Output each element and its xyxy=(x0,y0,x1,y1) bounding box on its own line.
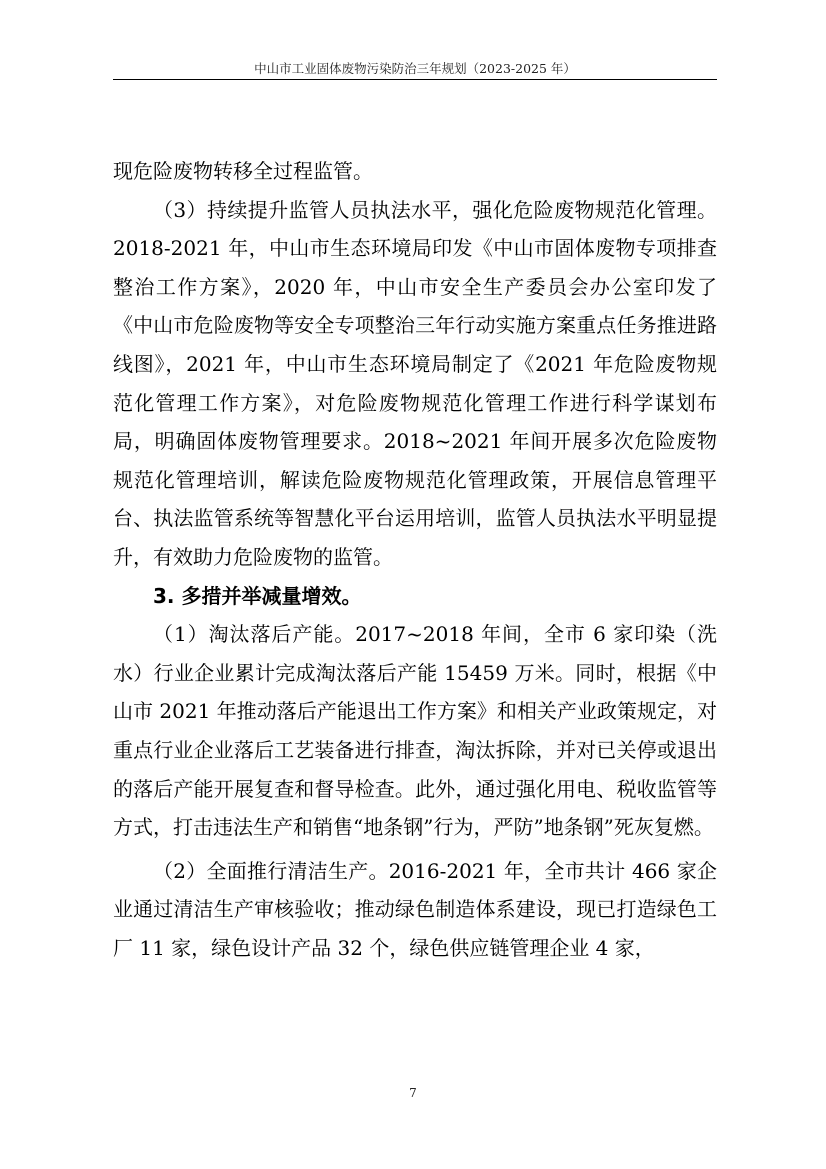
paragraph-clean-production: （2）全面推行清洁生产。2016-2021 年，全市共计 466 家企业通过清洁生产审核验收；推动绿色制造体系建设，现已打造绿色工厂 11 家，绿色设计产品 32 个，绿色供应链管理企业 4 家， xyxy=(113,858,717,960)
document-body xyxy=(113,152,717,967)
header-divider xyxy=(113,79,717,80)
paragraph-continuation: 现危险废物转移全过程监管。 xyxy=(113,159,373,183)
page-number: 7 xyxy=(409,1086,417,1100)
running-header: 中山市工业固体废物污染防治三年规划（2023-2025 年） xyxy=(254,61,576,76)
paragraph-capacity: （1）淘汰落后产能。2017~2018 年间，全市 6 家印染（洗水）行业企业累计完成淘汰落后产能 15459 万米。同时，根据《中山市 2021 年推动落后产能退出工作方案》和相关产业政策规定，对重点行业企业落后工艺装备进行排查，淘汰拆除，并对已关停或退出的落后产能开展复查和督导检查。此外，通过强化用电、税收监管等方式，打击违法生产和销售“地条钢”行为，严防”地条钢”死灰复燃。 xyxy=(113,622,717,840)
section-heading: 3. 多措并举减量增效。 xyxy=(153,583,362,608)
paragraph-supervision: （3）持续提升监管人员执法水平，强化危险废物规范化管理。2018-2021 年，中山市生态环境局印发《中山市固体废物专项排查整治工作方案》，2020 年，中山市安全生产委员会办公室印发了《中山市危险废物等安全专项整治三年行动实施方案重点任务推进路线图》，2021 年，中山市生态环境局制定了《2021 年危险废物规范化管理工作方案》，对危险废物规范化管理工作进行科学谋划布局，明确固体废物管理要求。2018~2021 年间开展多次危险废物规范化管理培训，解读危险废物规范化管理政策，开展信息管理平台、执法监管系统等智慧化平台运用培训，监管人员执法水平明显提升，有效助力危险废物的监管。 xyxy=(113,197,717,569)
